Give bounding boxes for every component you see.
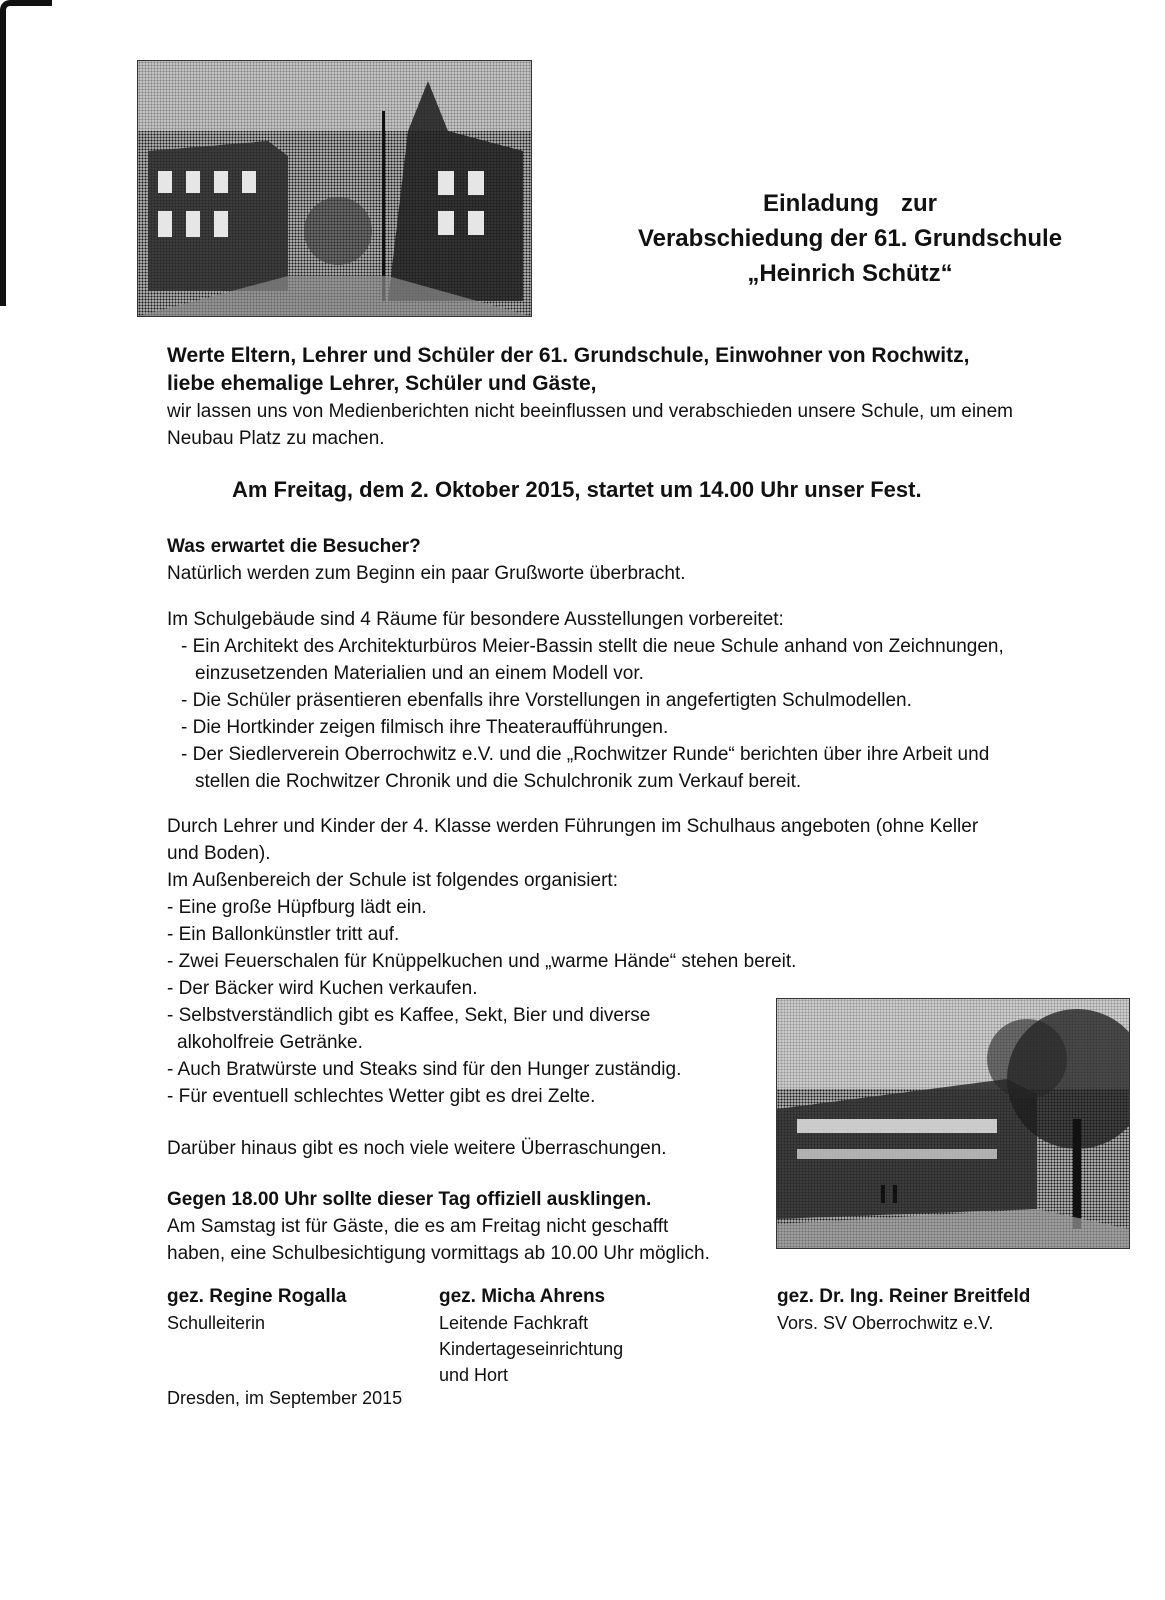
visitors-block	[167, 533, 1067, 587]
surprises-text: Darüber hinaus gibt es noch viele weitere Überraschungen.	[167, 1138, 667, 1159]
historic-street-photo	[137, 60, 532, 317]
list-item	[167, 714, 1127, 741]
signature-name: gez. Regine Rogalla	[167, 1286, 347, 1307]
signature-name: gez. Micha Ahrens	[439, 1286, 606, 1307]
title-line-2: Verabschiedung der 61. Grundschule	[637, 225, 1063, 252]
title-word-einladung: Einladung	[763, 190, 879, 217]
signature-role: Kindertageseinrichtung	[439, 1339, 624, 1359]
exhibitions-intro: Im Schulgebäude sind 4 Räume für besondere Ausstellungen vorbereitet:	[167, 609, 784, 630]
exhibition-item-line: stellen die Rochwitzer Chronik und die Schulchronik zum Verkauf bereit.	[195, 771, 802, 792]
greeting-block	[167, 342, 1127, 452]
outdoor-item-line: alkoholfreie Getränke.	[177, 1032, 363, 1053]
invitation-title	[580, 186, 1120, 291]
signature-rogalla	[167, 1284, 346, 1336]
list-item	[167, 741, 1127, 795]
place-date: Dresden, im September 2015	[167, 1388, 403, 1408]
outdoor-item-line: - Auch Bratwürste und Steaks sind für den Hunger zuständig.	[167, 1059, 682, 1080]
closing-line-3: haben, eine Schulbesichtigung vormittags ab 10.00 Uhr möglich.	[167, 1243, 710, 1264]
signature-name: gez. Dr. Ing. Reiner Breitfeld	[777, 1286, 1031, 1307]
exhibition-item-line: einzusetzenden Materialien und an einem Modell vor.	[195, 663, 644, 684]
greeting-line-4: Neubau Platz zu machen.	[167, 428, 385, 449]
outdoor-item-line: - Für eventuell schlechtes Wetter gibt es drei Zelte.	[167, 1086, 596, 1107]
visitors-question: Was erwartet die Besucher?	[167, 536, 421, 557]
signature-role: Leitende Fachkraft	[439, 1313, 589, 1333]
signature-role: Vors. SV Oberrochwitz e.V.	[777, 1313, 994, 1333]
exhibitions-list	[167, 633, 1127, 795]
visitors-answer: Natürlich werden zum Beginn ein paar Grußworte überbracht.	[167, 563, 686, 584]
closing-line-1: Gegen 18.00 Uhr sollte dieser Tag offiziell ausklingen.	[167, 1189, 652, 1210]
tours-line-1: Durch Lehrer und Kinder der 4. Klasse werden Führungen im Schulhaus angeboten (ohne Keller	[167, 816, 979, 837]
greeting-line-2: liebe ehemalige Lehrer, Schüler und Gäste,	[167, 372, 597, 395]
closing-line-2: Am Samstag ist für Gäste, die es am Freitag nicht geschafft	[167, 1216, 669, 1237]
greeting-line-3: wir lassen uns von Medienberichten nicht beeinflussen und verabschieden unsere Schule, um einem	[167, 401, 1014, 422]
outdoor-item-line: - Zwei Feuerschalen für Knüppelkuchen und „warme Hände“ stehen bereit.	[167, 951, 797, 972]
closing-block	[167, 1186, 787, 1267]
event-headline: Am Freitag, dem 2. Oktober 2015, startet um 14.00 Uhr unser Fest.	[232, 477, 922, 502]
signature-breitfeld	[777, 1284, 1030, 1336]
outdoor-intro: Im Außenbereich der Schule ist folgendes organisiert:	[167, 870, 618, 891]
title-line-1	[580, 186, 1120, 221]
school-building-photo	[776, 998, 1130, 1249]
signature-ahrens	[439, 1284, 623, 1388]
outdoor-item-line: - Selbstverständlich gibt es Kaffee, Sekt, Bier und diverse	[167, 1005, 651, 1026]
greeting-line-1: Werte Eltern, Lehrer und Schüler der 61. Grundschule, Einwohner von Rochwitz,	[167, 344, 970, 367]
exhibitions-block	[167, 606, 1127, 795]
list-item	[167, 687, 1127, 714]
list-item	[167, 921, 1127, 948]
historic-street-illustration	[138, 61, 531, 316]
exhibition-item-line: - Die Schüler präsentieren ebenfalls ihre Vorstellungen in angefertigten Schulmodellen.	[181, 690, 912, 711]
exhibition-item-line: - Ein Architekt des Architekturbüros Meier-Bassin stellt die neue Schule anhand von Zeichnungen,	[181, 636, 1004, 657]
outdoor-item-line: - Der Bäcker wird Kuchen verkaufen.	[167, 978, 478, 999]
title-word-zur: zur	[901, 190, 937, 217]
outdoor-item-line: - Eine große Hüpfburg lädt ein.	[167, 897, 427, 918]
list-item	[167, 894, 1127, 921]
scan-corner-mark	[0, 0, 52, 306]
signature-role: und Hort	[439, 1365, 509, 1385]
exhibition-item-line: - Der Siedlerverein Oberrochwitz e.V. und die „Rochwitzer Runde“ berichten über ihre Arbeit und	[181, 744, 990, 765]
list-item	[167, 948, 1127, 975]
exhibition-item-line: - Die Hortkinder zeigen filmisch ihre Theateraufführungen.	[181, 717, 669, 738]
title-line-3: „Heinrich Schütz“	[747, 260, 953, 287]
outdoor-item-line: - Ein Ballonkünstler tritt auf.	[167, 924, 400, 945]
list-item	[167, 633, 1127, 687]
signature-role: Schulleiterin	[167, 1313, 266, 1333]
school-building-illustration	[777, 999, 1129, 1248]
tours-line-2: und Boden).	[167, 843, 271, 864]
